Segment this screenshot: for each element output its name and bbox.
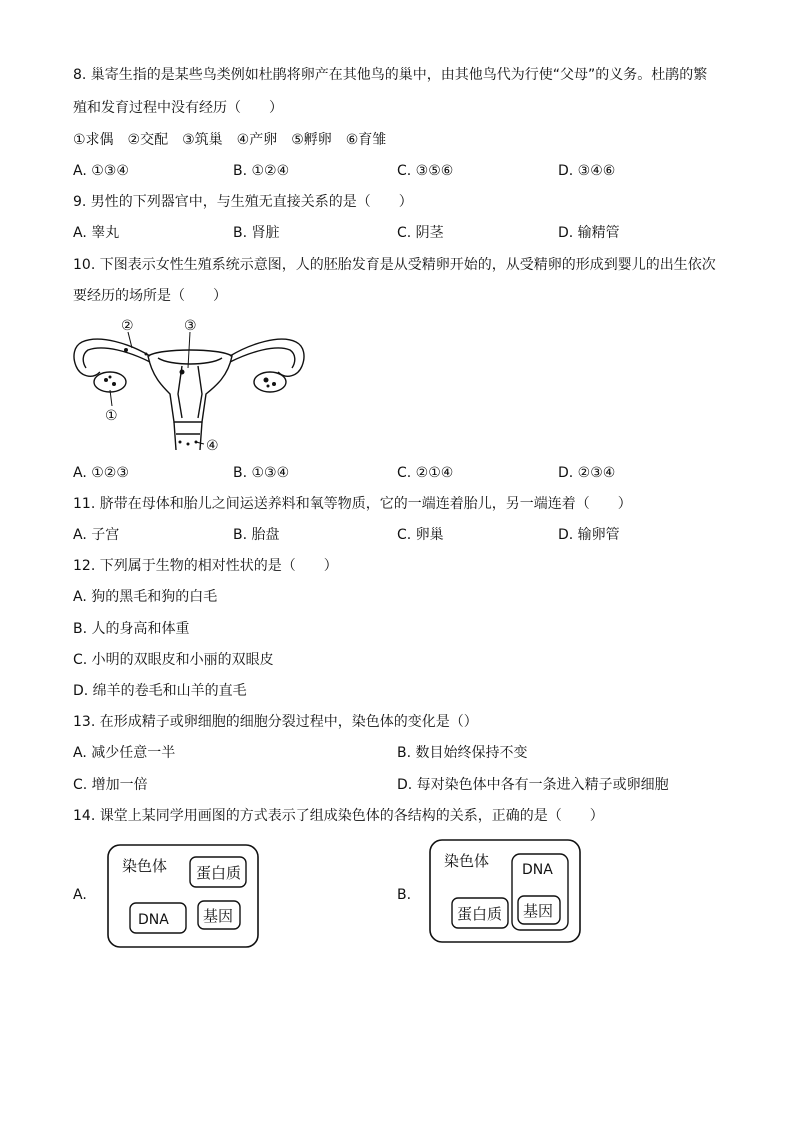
q11-option-c: C. 卵巢 [397,527,444,543]
left-fallopian-tube [74,339,150,376]
gene-label: 基因 [203,907,234,925]
q14-option-b-diagram [428,838,582,944]
q9-option-b: B. 肾脏 [233,225,280,241]
chromosome-label: 染色体 [122,857,168,875]
q8-items: ①求偶 ②交配 ③筑巢 ④产卵 ⑤孵卵 ⑥育雏 [73,132,387,148]
protein-label: 蛋白质 [196,864,242,882]
q8-option-a: A. ①③④ [73,163,129,179]
right-fallopian-tube [230,339,304,376]
q12-option-c: C. 小明的双眼皮和小丽的双眼皮 [73,652,274,668]
q13-option-c: C. 增加一倍 [73,777,148,793]
dna-label: DNA [138,912,169,928]
q12-option-a: A. 狗的黑毛和狗的白毛 [73,589,218,605]
q11-option-a: A. 子宫 [73,527,120,543]
q12-option-d: D. 绵羊的卷毛和山羊的直毛 [73,683,247,699]
q10-option-a: A. ①②③ [73,465,129,481]
chromosome-label: 染色体 [444,852,490,870]
q14-option-a-letter: A. [73,887,87,903]
q10-option-b: B. ①③④ [233,465,290,481]
protein-label: 蛋白质 [457,905,503,923]
figure-label-1: ① [105,408,118,424]
dna-label: DNA [522,862,553,878]
q14-stem: 14. 课堂上某同学用画图的方式表示了组成染色体的各结构的关系，正确的是（ ） [73,808,604,824]
q11-option-b: B. 胎盘 [233,527,280,543]
q10-option-c: C. ②①④ [397,465,454,481]
figure-label-3: ③ [184,318,197,334]
q8-stem-line2: 殖和发育过程中没有经历（ ） [73,100,283,116]
q12-option-b: B. 人的身高和体重 [73,621,190,637]
q11-stem: 11. 脐带在母体和胎儿之间运送养料和氧等物质，它的一端连着胎儿，另一端连着（ ） [73,496,632,512]
q8-stem-line1: 8. 巢寄生指的是某些鸟类例如杜鹃将卵产在其他鸟的巢中，由其他鸟代为行使“父母”的义务。杜鹃的繁 [73,67,708,83]
q10-option-d: D. ②③④ [558,465,616,481]
gene-label: 基因 [523,902,554,920]
q9-option-a: A. 睾丸 [73,225,120,241]
q8-option-b: B. ①②④ [233,163,290,179]
q9-stem: 9. 男性的下列器官中，与生殖无直接关系的是（ ） [73,194,413,210]
uterus-outline [148,350,232,422]
figure-label-4: ④ [206,438,219,454]
q10-stem-line1: 10. 下图表示女性生殖系统示意图，人的胚胎发育是从受精卵开始的，从受精卵的形成到婴儿的出生依次 [73,257,716,273]
q13-stem: 13. 在形成精子或卵细胞的细胞分裂过程中，染色体的变化是（） [73,714,478,730]
q8-option-c: C. ③⑤⑥ [397,163,454,179]
q11-option-d: D. 输卵管 [558,527,620,543]
q13-option-b: B. 数目始终保持不变 [397,745,528,761]
q8-option-d: D. ③④⑥ [558,163,616,179]
left-ovary [94,372,126,392]
q9-option-c: C. 阴茎 [397,225,444,241]
female-reproductive-system-figure [70,314,310,459]
q10-stem-line2: 要经历的场所是（ ） [73,288,227,304]
q12-stem: 12. 下列属于生物的相对性状的是（ ） [73,558,338,574]
vagina [174,422,202,450]
right-ovary [254,372,286,392]
figure-label-2: ② [121,318,134,334]
q9-option-d: D. 输精管 [558,225,620,241]
q14-option-a-diagram [106,843,260,949]
q14-option-b-letter: B. [397,887,412,903]
q13-option-d: D. 每对染色体中各有一条进入精子或卵细胞 [397,777,669,793]
q13-option-a: A. 减少任意一半 [73,745,176,761]
